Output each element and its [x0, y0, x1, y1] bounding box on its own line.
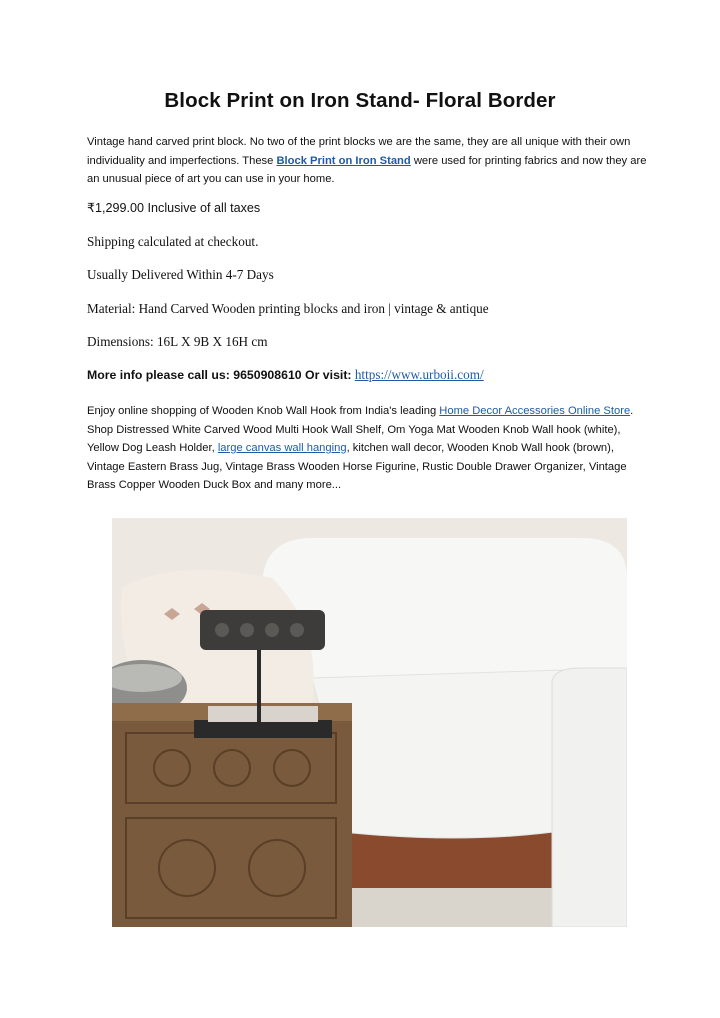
more-info-label: More info please call us: 9650908610 Or visit: [87, 368, 352, 382]
more-info-line [87, 367, 484, 383]
intro-text-start: Vintage hand carved print block. No two of the print blocks we are the same, they are all unique with their own individuality and imperfections. These [87, 136, 631, 167]
intro-text-end: were used for printing fabrics and now they are an unusual piece of art you can use in your home. [87, 154, 647, 185]
description-text-1: Enjoy online shopping of Wooden Knob Wall Hook from India's leading [87, 405, 440, 417]
sofa-back-cushion [262, 538, 627, 678]
page-title: Block Print on Iron Stand- Floral Border [164, 89, 556, 112]
description-paragraph [87, 402, 647, 495]
home-decor-link[interactable]: Home Decor Accessories Online Store [439, 405, 631, 417]
material-text: Material: Hand Carved Wooden printing blocks and iron | vintage & antique [87, 301, 489, 316]
delivery-text: Usually Delivered Within 4-7 Days [87, 267, 274, 282]
description-text-2: . Shop Distressed White Carved Wood Multi Hook Wall Shelf, Om Yoga Mat Wooden Knob Wall hook (white), Yellow Dog Leash Holder, [87, 405, 634, 454]
block-print-link[interactable]: Block Print on Iron Stand [276, 154, 411, 167]
description-text-3: , kitchen wall decor, Wooden Knob Wall hook (brown), Vintage Eastern Brass Jug, Vintage Brass Wooden Horse Figurine, Rustic Double Drawer Organizer, Vintage Brass Copper Wooden Duck Box and many more... [87, 442, 627, 491]
chaise-cushion [552, 668, 627, 927]
intro-paragraph [87, 133, 647, 189]
product-photo [112, 518, 627, 927]
stand-label-card [208, 706, 318, 722]
shipping-text: Shipping calculated at checkout. [87, 234, 259, 249]
dimensions-text: Dimensions: 16L X 9B X 16H cm [87, 334, 268, 349]
price-text: ₹1,299.00 Inclusive of all taxes [87, 201, 261, 215]
canvas-wall-hanging-link[interactable]: large canvas wall hanging [217, 442, 347, 454]
website-link[interactable]: https://www.urboii.com/ [354, 367, 484, 382]
iron-stand-base [194, 720, 332, 738]
